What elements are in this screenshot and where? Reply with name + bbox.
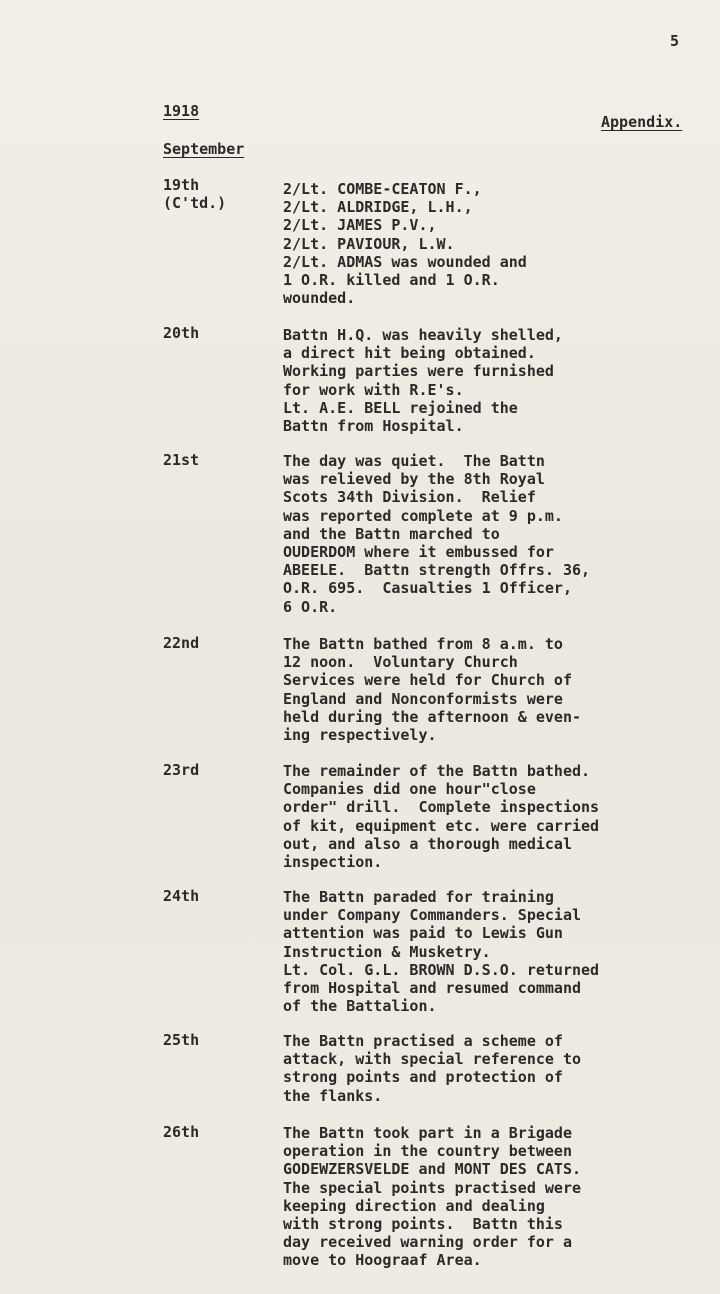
entry-date: 24th [163,887,200,905]
entry-date: 19th (C'td.) [163,176,227,213]
page-number: 5 [670,32,680,50]
entry-text: Battn H.Q. was heavily shelled, a direct hit being obtained. Working parties were furnished for work with R.E's. Lt. A.E. BELL rejoined the Battn from Hospital. [283,326,563,436]
appendix-label: Appendix. [601,113,683,131]
entry-text: The Battn practised a scheme of attack, with special reference to strong points and protection of the flanks. [283,1032,582,1105]
entry-date: 25th [163,1031,200,1049]
entry-date: 22nd [163,634,200,652]
entry-text: The Battn paraded for training under Company Commanders. Special attention was paid to Lewis Gun Instruction & Musketry. Lt. Col. G.L. BROWN D.S.O. returned from Hospital and resumed command of the Battalion. [283,888,600,1016]
document-year: 1918 [163,102,200,120]
entry-date: 26th [163,1123,200,1141]
entry-date: 23rd [163,761,200,779]
entry-text: The Battn took part in a Brigade operation in the country between GODEWZERSVELDE and MONT DES CATS. The special points practised were keeping direction and dealing with strong points. Battn this day received warning order for a move to Hoograaf Area. [283,1124,582,1270]
entry-text: The Battn bathed from 8 a.m. to 12 noon. Voluntary Church Services were held for Church of England and Nonconformists were held during the afternoon & even- ing respectively. [283,635,582,745]
entry-text: 2/Lt. COMBE-CEATON F., 2/Lt. ALDRIDGE, L.H., 2/Lt. JAMES P.V., 2/Lt. PAVIOUR, L.W. 2/Lt. ADMAS was wounded and 1 O.R. killed and 1 O.R. wounded. [283,180,527,308]
entry-text: The remainder of the Battn bathed. Companies did one hour"close order" drill. Complete inspections of kit, equipment etc. were carried out, and also a thorough medical inspection. [283,762,600,872]
document-month: September [163,140,245,158]
entry-text: The day was quiet. The Battn was relieved by the 8th Royal Scots 34th Division. Relief was reported complete at 9 p.m. and the Battn marched to OUDERDOM where it embussed for ABEELE. Battn strength Offrs. 36, O.R. 695. Casualties 1 Officer, 6 O.R. [283,452,591,616]
entry-date: 20th [163,324,200,342]
entry-date: 21st [163,451,200,469]
